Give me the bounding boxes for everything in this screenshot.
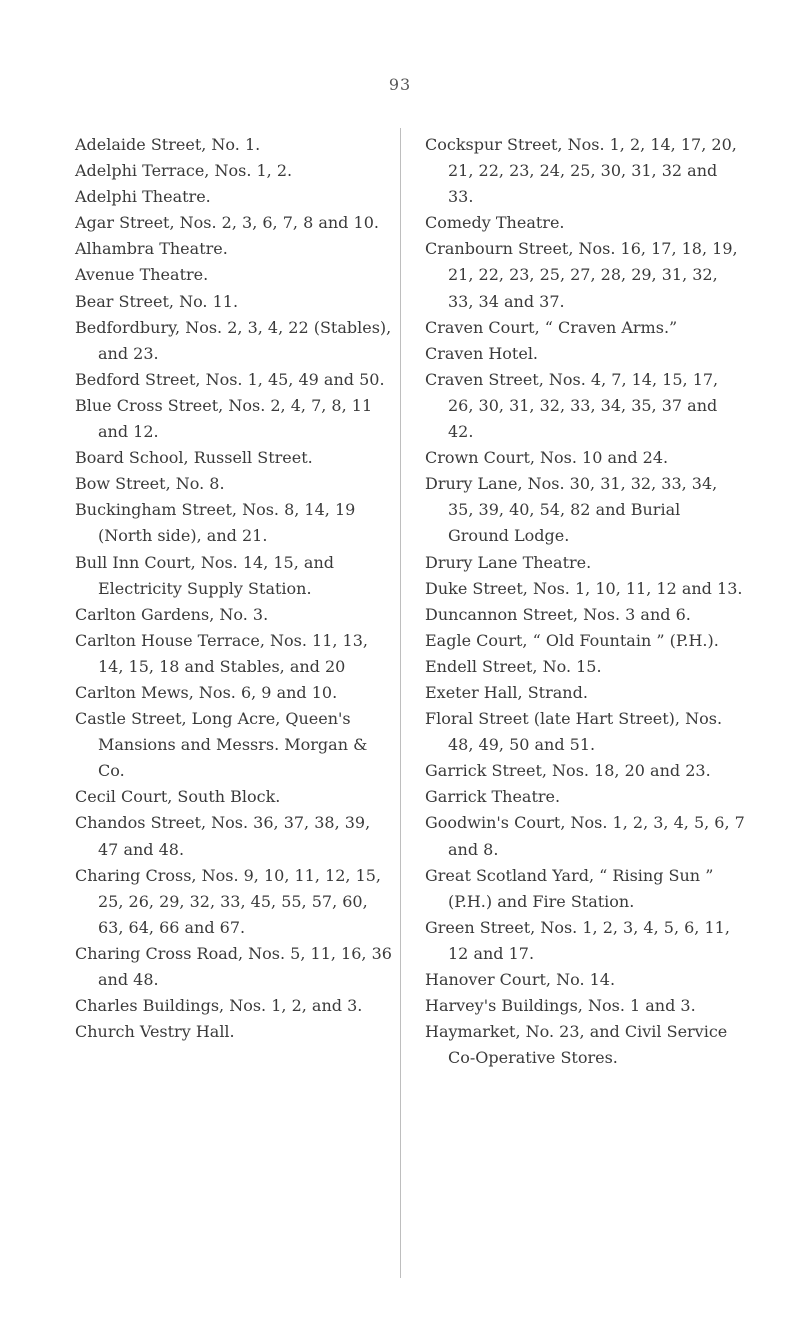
list-item: Church Vestry Hall. xyxy=(75,1022,235,1042)
list-item: Great Scotland Yard, “ Rising Sun ” (P.H.) and Fire Station. xyxy=(425,865,714,911)
list-item: Bedford Street, Nos. 1, 45, 49 and 50. xyxy=(75,369,385,389)
list-item: Cockspur Street, Nos. 1, 2, 14, 17, 20, 21, 22, 23, 24, 25, 30, 31, 32 and 33. xyxy=(425,135,737,207)
list-item: Charing Cross Road, Nos. 5, 11, 16, 36 and 48. xyxy=(75,943,392,989)
list-item: Craven Hotel. xyxy=(425,343,539,363)
list-item: Haymarket, No. 23, and Civil Service Co-Operative Stores. xyxy=(425,1022,728,1068)
list-item: Avenue Theatre. xyxy=(75,265,209,285)
list-item: Cecil Court, South Block. xyxy=(75,787,281,807)
list-item: Alhambra Theatre. xyxy=(75,239,228,259)
list-item: Castle Street, Long Acre, Queen's Mansions and Messrs. Morgan & Co. xyxy=(75,709,368,781)
list-item: Carlton Mews, Nos. 6, 9 and 10. xyxy=(75,682,338,702)
list-item: Board School, Russell Street. xyxy=(75,448,313,468)
list-item: Crown Court, Nos. 10 and 24. xyxy=(425,448,669,468)
list-item: Carlton House Terrace, Nos. 11, 13, 14, 15, 18 and Stables, and 20 xyxy=(75,630,368,676)
list-item: Charing Cross, Nos. 9, 10, 11, 12, 15, 25, 26, 29, 32, 33, 45, 55, 57, 60, 63, 64, 66 and 67. xyxy=(75,865,382,937)
list-item: Garrick Theatre. xyxy=(425,787,561,807)
list-item: Craven Court, “ Craven Arms.” xyxy=(425,317,678,337)
list-item: Duke Street, Nos. 1, 10, 11, 12 and 13. xyxy=(425,578,743,598)
list-item: Craven Street, Nos. 4, 7, 14, 15, 17, 26, 30, 31, 32, 33, 34, 35, 37 and 42. xyxy=(425,369,719,442)
list-item: Carlton Gardens, No. 3. xyxy=(75,604,269,624)
left-column-list xyxy=(75,132,395,1045)
list-item: Agar Street, Nos. 2, 3, 6, 7, 8 and 10. xyxy=(75,213,379,233)
list-item: Garrick Street, Nos. 18, 20 and 23. xyxy=(425,761,711,781)
list-item: Chandos Street, Nos. 36, 37, 38, 39, 47 and 48. xyxy=(75,813,371,859)
list-item: Adelphi Theatre. xyxy=(75,187,211,207)
list-item: Comedy Theatre. xyxy=(425,213,565,233)
list-item: Blue Cross Street, Nos. 2, 4, 7, 8, 11 and 12. xyxy=(75,395,373,442)
page-number: 93 xyxy=(388,75,412,94)
list-item: Eagle Court, “ Old Fountain ” (P.H.). xyxy=(425,630,719,650)
list-item: Duncannon Street, Nos. 3 and 6. xyxy=(425,604,691,624)
list-item: Bull Inn Court, Nos. 14, 15, and Electricity Supply Station. xyxy=(75,552,334,598)
list-item: Endell Street, No. 15. xyxy=(425,656,602,676)
list-item: Exeter Hall, Strand. xyxy=(425,682,588,702)
list-item: Bear Street, No. 11. xyxy=(75,291,239,311)
list-item: Cranbourn Street, Nos. 16, 17, 18, 19, 21, 22, 23, 25, 27, 28, 29, 31, 32, 33, 34 and 37. xyxy=(425,239,738,311)
right-column-list xyxy=(425,132,745,1071)
list-item: Bedfordbury, Nos. 2, 3, 4, 22 (Stables), and 23. xyxy=(75,317,392,363)
list-item: Goodwin's Court, Nos. 1, 2, 3, 4, 5, 6, 7 and 8. xyxy=(425,813,745,859)
list-item: Adelphi Terrace, Nos. 1, 2. xyxy=(75,161,293,181)
list-item: Green Street, Nos. 1, 2, 3, 4, 5, 6, 11, 12 and 17. xyxy=(425,917,730,963)
list-item: Harvey's Buildings, Nos. 1 and 3. xyxy=(425,996,696,1016)
column-divider xyxy=(400,128,401,1278)
list-item: Hanover Court, No. 14. xyxy=(425,970,616,989)
list-item: Bow Street, No. 8. xyxy=(75,474,225,494)
list-item: Drury Lane, Nos. 30, 31, 32, 33, 34, 35, 39, 40, 54, 82 and Burial Ground Lodge. xyxy=(425,474,718,546)
list-item: Buckingham Street, Nos. 8, 14, 19 (North side), and 21. xyxy=(75,500,356,546)
list-item: Adelaide Street, No. 1. xyxy=(75,135,261,154)
list-item: Drury Lane Theatre. xyxy=(425,552,592,572)
list-item: Floral Street (late Hart Street), Nos. 48, 49, 50 and 51. xyxy=(425,709,723,755)
list-item: Charles Buildings, Nos. 1, 2, and 3. xyxy=(75,996,363,1016)
